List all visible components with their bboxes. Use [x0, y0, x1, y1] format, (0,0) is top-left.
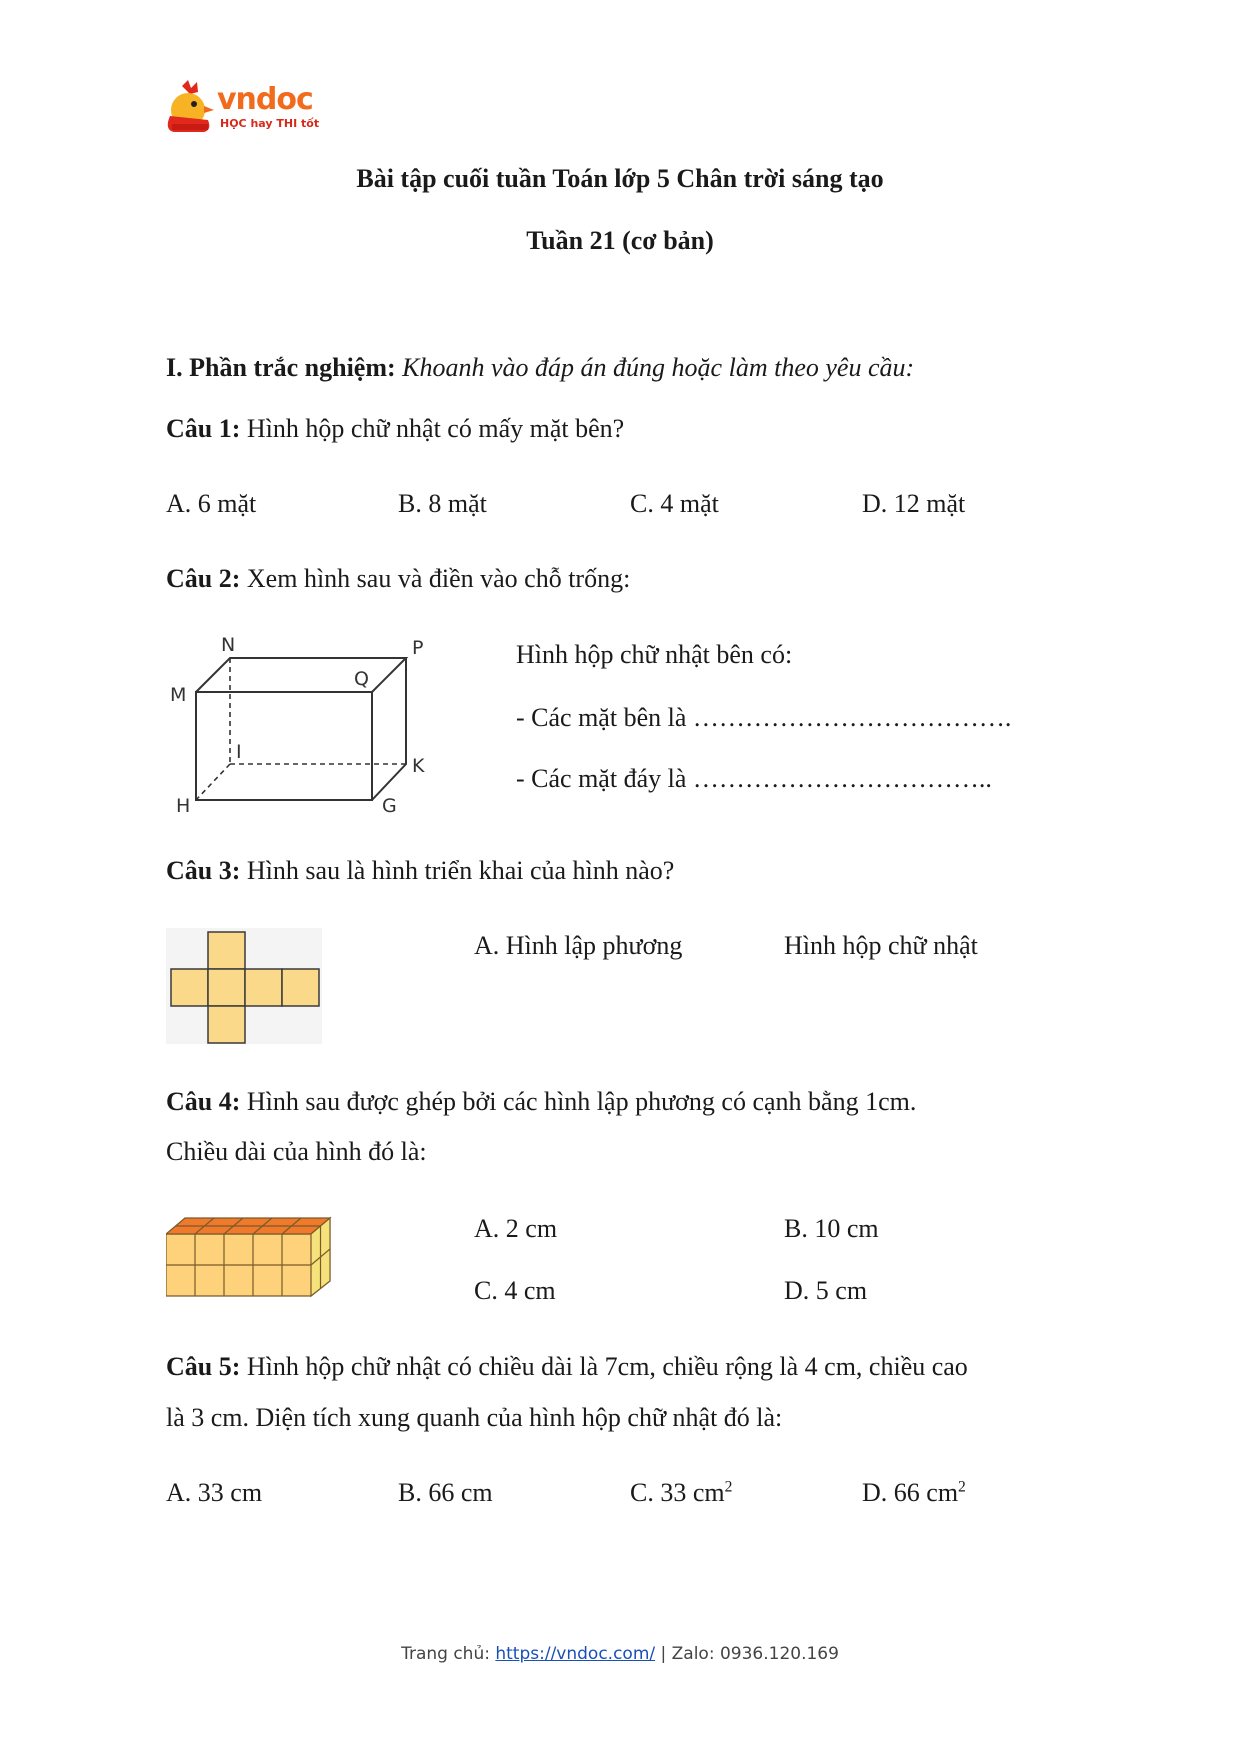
- net-square-bottom: [208, 1006, 245, 1043]
- vndoc-logo: [164, 80, 334, 140]
- q5-option-a: A. 33 cm: [166, 1478, 263, 1507]
- question-5: [166, 1352, 968, 1382]
- page-footer: [0, 1644, 1240, 1664]
- cube-net-figure: [166, 928, 322, 1044]
- net-square-top: [208, 932, 245, 969]
- q5-option-b: B. 66 cm: [398, 1478, 493, 1507]
- q1-option-d: D. 12 mặt: [862, 489, 966, 518]
- cuboid-front-face: [196, 692, 372, 800]
- question-4-text: Hình sau được ghép bởi các hình lập phương có cạnh bằng 1cm.: [246, 1087, 917, 1116]
- footer-contact: | Zalo: 0936.120.169: [655, 1644, 839, 1664]
- question-5-continued: là 3 cm. Diện tích xung quanh của hình hộp chữ nhật đó là:: [166, 1403, 783, 1432]
- section-instruction: Khoanh vào đáp án đúng hoặc làm theo yêu cầu:: [402, 353, 915, 382]
- net-square-right: [245, 969, 282, 1006]
- q2-lateral-faces-blank: - Các mặt bên là ……………………………….: [516, 703, 1012, 732]
- net-square-center: [208, 969, 245, 1006]
- q3-option-b: Hình hộp chữ nhật: [784, 931, 978, 960]
- cuboid-top-edges: [196, 658, 406, 692]
- q4-option-d: D. 5 cm: [784, 1276, 868, 1305]
- q2-intro: Hình hộp chữ nhật bên có:: [516, 640, 793, 669]
- logo-brand: vndoc: [217, 82, 313, 117]
- vertex-label-p: P: [412, 637, 424, 659]
- q1-option-a: A. 6 mặt: [166, 489, 257, 518]
- section-label: I. Phần trắc nghiệm:: [166, 353, 396, 382]
- question-4-label: Câu 4:: [166, 1087, 241, 1116]
- rooster-mascot-icon: [164, 80, 216, 136]
- section-heading: [166, 353, 914, 383]
- question-3: [166, 856, 674, 886]
- question-4-continued: Chiều dài của hình đó là:: [166, 1137, 427, 1166]
- net-square-far-right: [282, 969, 319, 1006]
- question-1-label: Câu 1:: [166, 414, 241, 443]
- q1-option-b: B. 8 mặt: [398, 489, 487, 518]
- footer-prefix: Trang chủ:: [401, 1644, 496, 1664]
- question-2-text: Xem hình sau và điền vào chỗ trống:: [246, 564, 631, 593]
- q4-option-a: A. 2 cm: [474, 1214, 558, 1243]
- q5-option-d-exponent: 2: [958, 1478, 966, 1496]
- q5-option-d: D. 66 $cm^2$: [862, 1478, 966, 1507]
- vertex-label-i: I: [236, 741, 242, 763]
- cuboid-hidden-edge-diagonal: [196, 764, 230, 800]
- net-square-left: [171, 969, 208, 1006]
- question-3-label: Câu 3:: [166, 856, 241, 885]
- question-5-text: Hình hộp chữ nhật có chiều dài là 7cm, chiều rộng là 4 cm, chiều cao: [246, 1352, 968, 1381]
- q2-base-faces-blank: - Các mặt đáy là ……………………………..: [516, 764, 992, 793]
- question-2-label: Câu 2:: [166, 564, 241, 593]
- question-4: [166, 1087, 916, 1117]
- cuboid-right-edges: [372, 658, 406, 800]
- vertex-label-g: G: [382, 795, 397, 815]
- footer-homepage-link[interactable]: https://vndoc.com/: [495, 1644, 656, 1664]
- vertex-label-q: Q: [354, 668, 369, 690]
- q1-option-c: C. 4 mặt: [630, 489, 719, 518]
- vertex-label-n: N: [221, 634, 236, 656]
- page-title: Bài tập cuối tuần Toán lớp 5 Chân trời sáng tạo: [356, 164, 884, 193]
- q5-option-c-exponent: 2: [724, 1478, 733, 1496]
- cube-block-figure: [166, 1216, 332, 1302]
- page-subtitle: Tuần 21 (cơ bản): [526, 226, 714, 255]
- q3-option-a: A. Hình lập phương: [474, 931, 683, 960]
- question-5-label: Câu 5:: [166, 1352, 241, 1381]
- vertex-label-h: H: [176, 795, 191, 815]
- q4-option-c: C. 4 cm: [474, 1276, 556, 1305]
- cuboid-diagram: [166, 630, 436, 815]
- question-3-text: Hình sau là hình triển khai của hình nào?: [246, 856, 675, 885]
- question-1: [166, 414, 624, 444]
- question-1-text: Hình hộp chữ nhật có mấy mặt bên?: [246, 414, 625, 443]
- q5-option-c: C. 33 $cm^2$: [630, 1478, 733, 1507]
- vertex-label-m: M: [170, 684, 187, 706]
- logo-tagline: HỌC hay THI tốt: [220, 117, 320, 130]
- question-2: [166, 564, 630, 594]
- q4-option-b: B. 10 cm: [784, 1214, 879, 1243]
- vertex-label-k: K: [412, 755, 425, 777]
